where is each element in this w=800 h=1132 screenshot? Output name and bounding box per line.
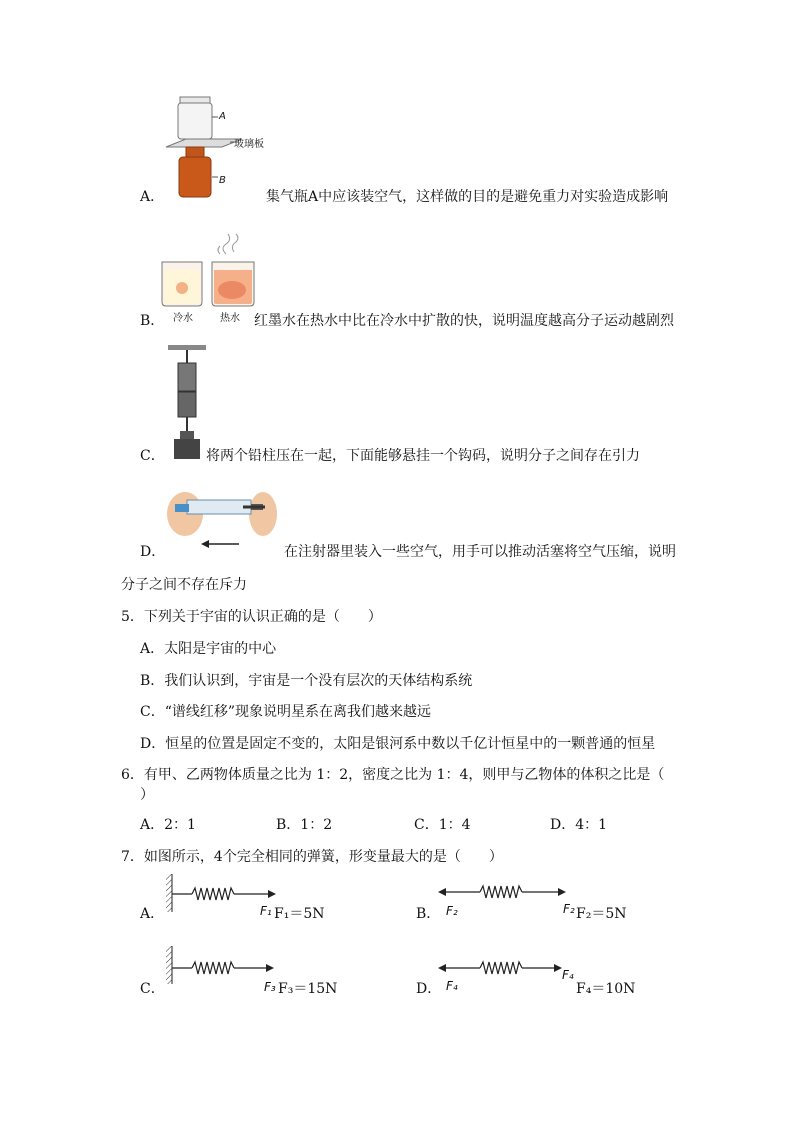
- q7-option-d-letter: D．: [416, 981, 442, 997]
- q5-option-a: A．太阳是宇宙的中心: [140, 641, 277, 657]
- q4-option-a-text: 集气瓶A中应该装空气，这样做的目的是避免重力对实验造成影响: [266, 189, 669, 205]
- q6-option-b: B．1：2: [276, 817, 333, 833]
- q5-stem: 5．下列关于宇宙的认识正确的是（ ）: [121, 609, 382, 625]
- q5-option-d: D．恒星的位置是固定不变的，太阳是银河系中数以千亿计恒星中的一颗普通的恒星: [140, 736, 656, 752]
- q7-b-force-left: F₂: [446, 904, 458, 918]
- q6-option-a: A．2：1: [140, 817, 196, 833]
- q4-option-b-letter: B．: [140, 313, 165, 329]
- q7-option-a-letter: A．: [140, 906, 165, 922]
- q6-stem-continued: ）: [140, 787, 154, 803]
- q4-option-c-letter: C．: [140, 448, 165, 464]
- q7-option-c-letter: C．: [140, 981, 165, 997]
- syringe-hands-figure: [165, 478, 280, 558]
- lead-cylinders-figure: [166, 343, 216, 463]
- q7-b-force-value: F₂＝5N: [576, 906, 627, 922]
- figure-label-a: A: [219, 111, 226, 122]
- cold-water-label: 冷水: [173, 313, 193, 324]
- q7-c-force-label: F₃: [264, 980, 276, 994]
- q7-b-force-right: F₂: [563, 902, 575, 916]
- spring-figure-b: [436, 880, 576, 904]
- hot-water-label: 热水: [220, 313, 240, 324]
- q6-option-d: D．4：1: [550, 817, 608, 833]
- figure-label-glass-plate: 玻璃板: [234, 139, 264, 150]
- q7-option-b-letter: B．: [416, 906, 441, 922]
- q7-a-force-value: F₁＝5N: [274, 906, 325, 922]
- q6-option-c: C．1：4: [414, 817, 471, 833]
- q4-option-d-text: 在注射器里装入一些空气，用手可以推动活塞将空气压缩，说明: [284, 544, 676, 560]
- q4-option-d-text-continued: 分子之间不存在斥力: [121, 577, 247, 593]
- beakers-ink-figure: [160, 232, 260, 312]
- figure-label-b: B: [219, 175, 226, 186]
- q7-d-force-value: F₄＝10N: [576, 981, 636, 997]
- q4-option-c-text: 将两个铅柱压在一起，下面能够悬挂一个钩码，说明分子之间存在引力: [206, 448, 640, 464]
- q6-stem: 6．有甲、乙两物体质量之比为 1：2，密度之比为 1：4，则甲与乙物体的体积之比是（: [121, 767, 665, 783]
- q7-d-force-right: F₄: [562, 968, 574, 982]
- q4-option-d-letter: D．: [140, 544, 166, 560]
- q7-a-force-label: F₁: [260, 904, 272, 918]
- q7-d-force-left: F₄: [446, 979, 458, 993]
- q4-option-b-text: 红墨水在热水中比在冷水中扩散的快，说明温度越高分子运动越剧烈: [254, 313, 674, 329]
- q7-c-force-value: F₃＝15N: [278, 981, 338, 997]
- q5-option-c: C．“谱线红移”现象说明星系在离我们越来越远: [140, 704, 432, 720]
- q5-option-b: B．我们认识到，宇宙是一个没有层次的天体结构系统: [140, 673, 473, 689]
- q4-option-a-letter: A．: [140, 189, 165, 205]
- q7-stem: 7．如图所示，4个完全相同的弹簧，形变量最大的是（ ）: [121, 849, 503, 865]
